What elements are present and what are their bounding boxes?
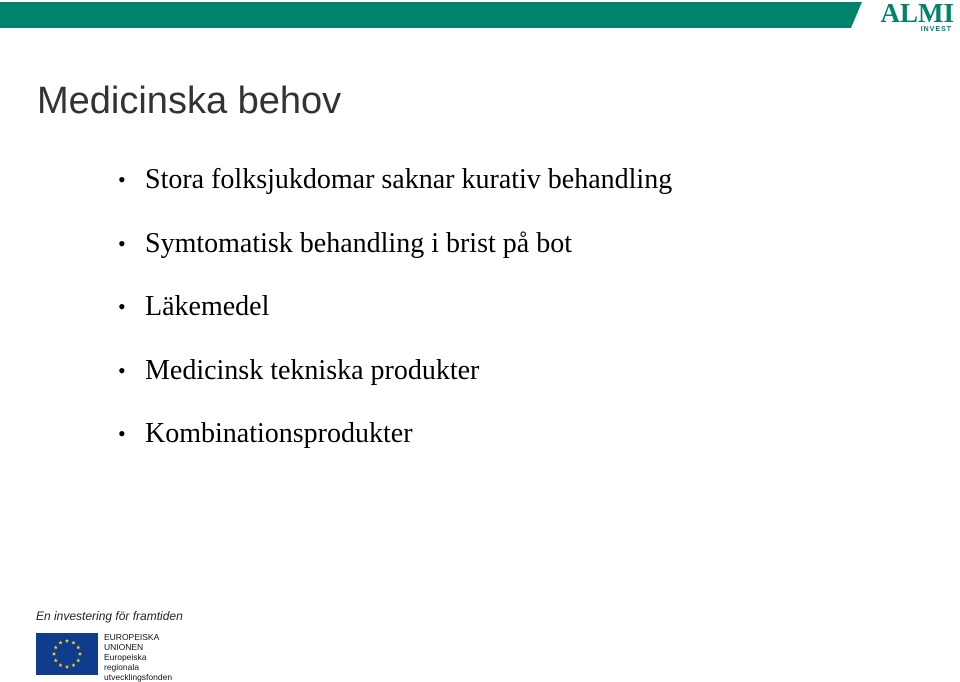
- bullet-item: [118, 416, 672, 452]
- eu-text-line: EUROPEISKA: [104, 632, 160, 642]
- footer-tagline: En investering för framtiden: [36, 609, 183, 623]
- eu-text-line: regionala: [104, 662, 139, 672]
- eu-text-line: utvecklingsfonden: [104, 672, 173, 682]
- bullet-item: [118, 162, 672, 198]
- bullet-text: Läkemedel: [145, 291, 270, 322]
- header-bar-shape: [0, 0, 960, 30]
- bullet-text: Symtomatisk behandling i brist på bot: [145, 227, 572, 259]
- bullet-dot-icon: •: [118, 230, 126, 256]
- bullet-dot-icon: •: [118, 294, 126, 319]
- eu-text-line: UNIONEN: [104, 642, 144, 652]
- brand-sub: INVEST: [920, 26, 952, 33]
- bullet-text: Stora folksjukdomar saknar kurativ behandling: [145, 164, 673, 195]
- header-bar: [0, 0, 960, 30]
- almi-logo: [881, 0, 955, 33]
- bullet-list: [118, 162, 672, 480]
- bullet-text: Kombinationsprodukter: [145, 418, 413, 449]
- eu-flag-icon: [36, 633, 98, 675]
- bullet-item: [118, 289, 672, 325]
- eu-text-line: Europeiska: [104, 652, 147, 662]
- bullet-item: [118, 353, 672, 389]
- slide-title: Medicinska behov: [37, 80, 342, 122]
- bullet-dot-icon: •: [118, 167, 126, 192]
- bullet-dot-icon: •: [118, 421, 126, 446]
- eu-text: [104, 632, 172, 682]
- bullet-item: [118, 226, 672, 262]
- bullet-text: Medicinsk tekniska produkter: [145, 354, 480, 386]
- brand-name: ALMI: [880, 0, 954, 28]
- bullet-dot-icon: •: [118, 357, 126, 383]
